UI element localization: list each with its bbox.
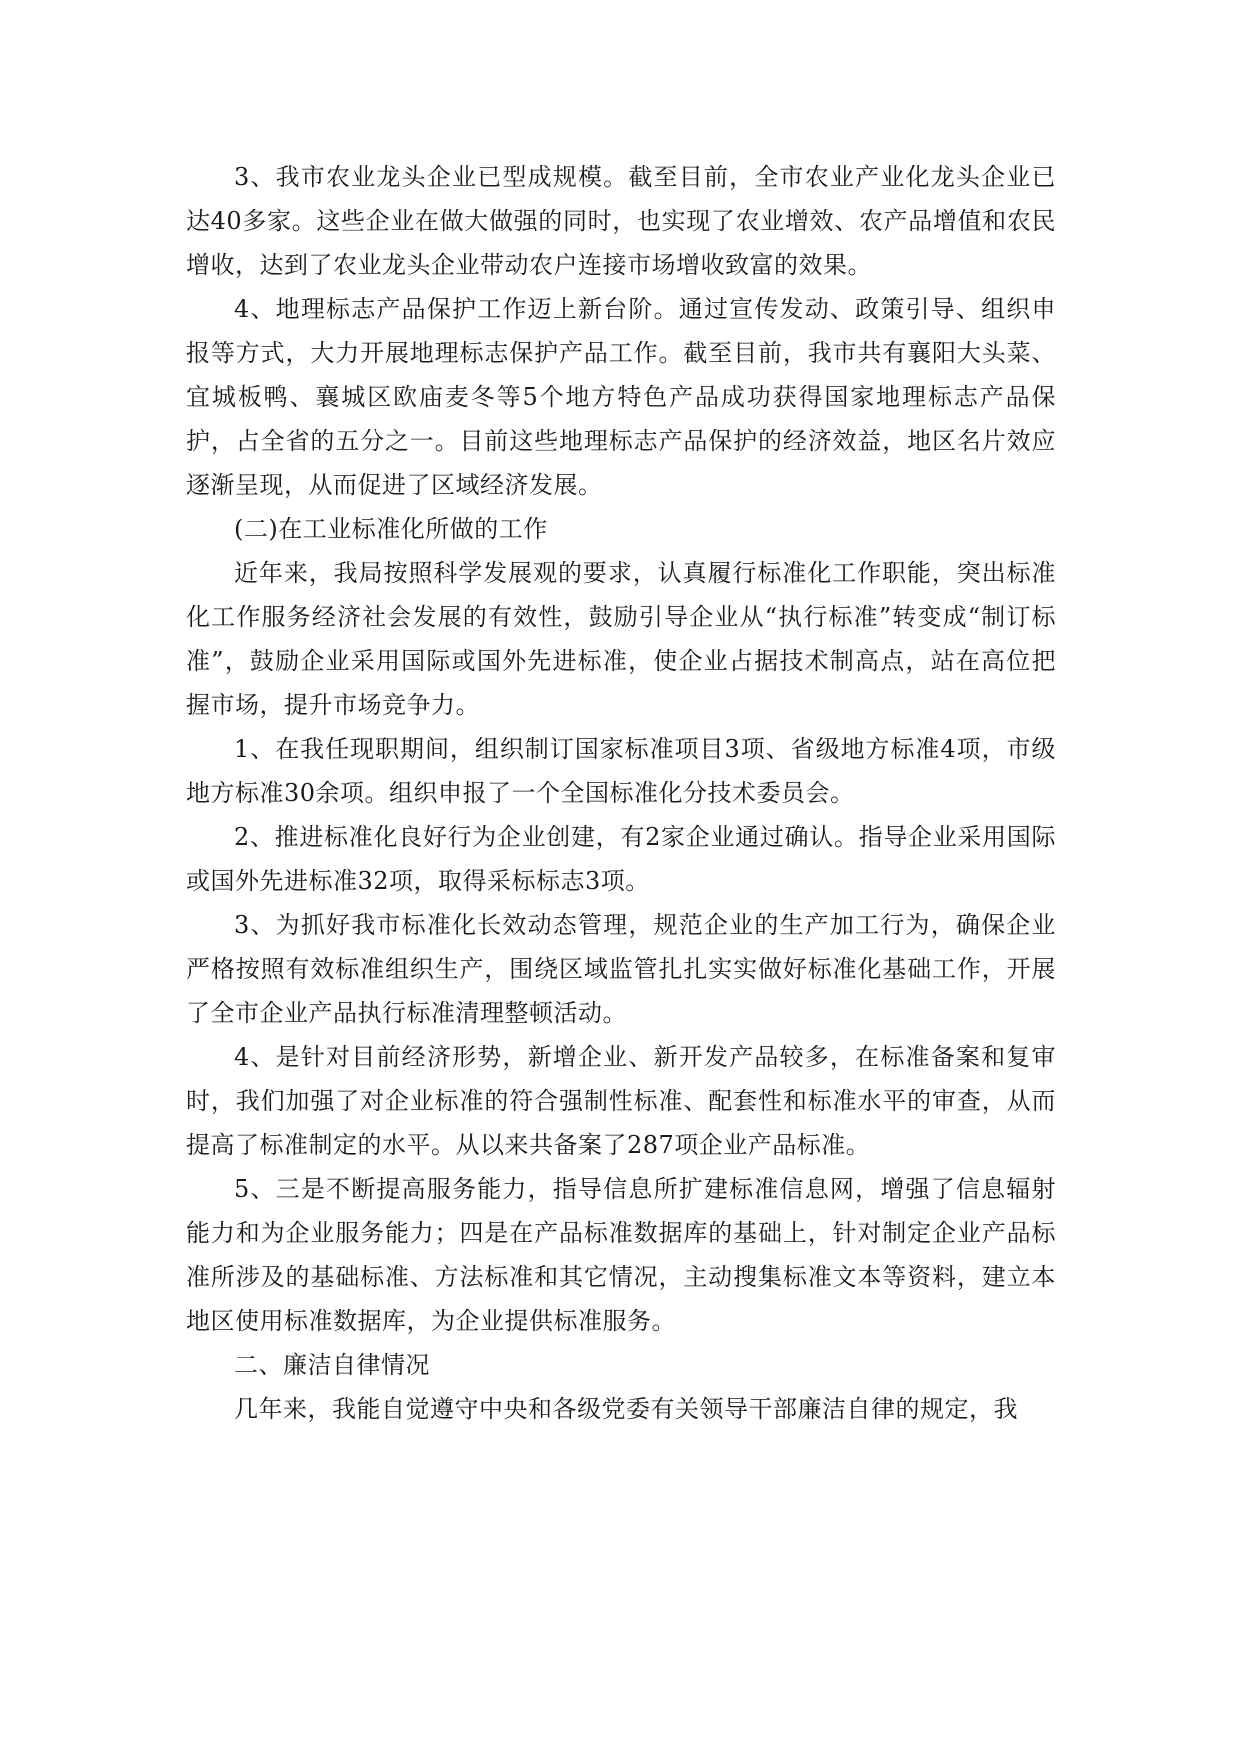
paragraph-item-4-standard-filing: 4、是针对目前经济形势，新增企业、新开发产品较多，在标准备案和复审时，我们加强了对企业标准的符合强制性标准、配套性和标准水平的审查，从而提高了标准制定的水平。从以来共备案了287项企业产品标准。 — [186, 1043, 1056, 1159]
paragraph-item-5-service-capacity: 5、三是不断提高服务能力，指导信息所扩建标准信息网，增强了信息辐射能力和为企业服务能力；四是在产品标准数据库的基础上，针对制定企业产品标准所涉及的基础标准、方法标准和其它情况，主动搜集标准文本等资料，建立本地区使用标准数据库，为企业提供标准服务。 — [186, 1175, 1056, 1335]
section-heading-integrity: 二、廉洁自律情况 — [234, 1351, 430, 1379]
paragraph-item-3-dynamic-management: 3、为抓好我市标准化长效动态管理，规范企业的生产加工行为，确保企业严格按照有效标准组织生产，围绕区域监管扎扎实实做好标准化基础工作，开展了全市企业产品执行标准清理整顿活动。 — [186, 911, 1056, 1027]
paragraph-item-1-standards-drafted: 1、在我任现职期间，组织制订国家标准项目3项、省级地方标准4项，市级地方标准30余项。组织申报了一个全国标准化分技术委员会。 — [186, 735, 1056, 807]
paragraph-integrity-start: 几年来，我能自觉遵守中央和各级党委有关领导干部廉洁自律的规定，我 — [234, 1395, 1018, 1423]
paragraph-agri-leading-enterprises: 3、我市农业龙头企业已型成规模。截至目前，全市农业产业化龙头企业已达40多家。这些企业在做大做强的同时，也实现了农业增效、农产品增值和农民增收，达到了农业龙头企业带动农户连接市场增收致富的效果。 — [186, 163, 1056, 279]
paragraph-geographic-indication: 4、地理标志产品保护工作迈上新台阶。通过宣传发动、政策引导、组织申报等方式，大力开展地理标志保护产品工作。截至目前，我市共有襄阳大头菜、宜城板鸭、襄城区欧庙麦冬等5个地方特色产品成功获得国家地理标志产品保护，占全省的五分之一。目前这些地理标志产品保护的经济效益，地区名片效应逐渐呈现，从而促进了区域经济发展。 — [186, 295, 1056, 499]
paragraph-standardization-intro: 近年来，我局按照科学发展观的要求，认真履行标准化工作职能，突出标准化工作服务经济社会发展的有效性，鼓励引导企业从“执行标准”转变成“制订标准”，鼓励企业采用国际或国外先进标准，使企业占据技术制高点，站在高位把握市场，提升市场竞争力。 — [186, 559, 1056, 719]
paragraph-item-2-good-behavior: 2、推进标准化良好行为企业创建，有2家企业通过确认。指导企业采用国际或国外先进标准32项，取得采标标志3项。 — [186, 823, 1056, 895]
document-body — [186, 155, 1056, 1431]
section-heading-industrial-standardization: (二)在工业标准化所做的工作 — [234, 515, 548, 543]
